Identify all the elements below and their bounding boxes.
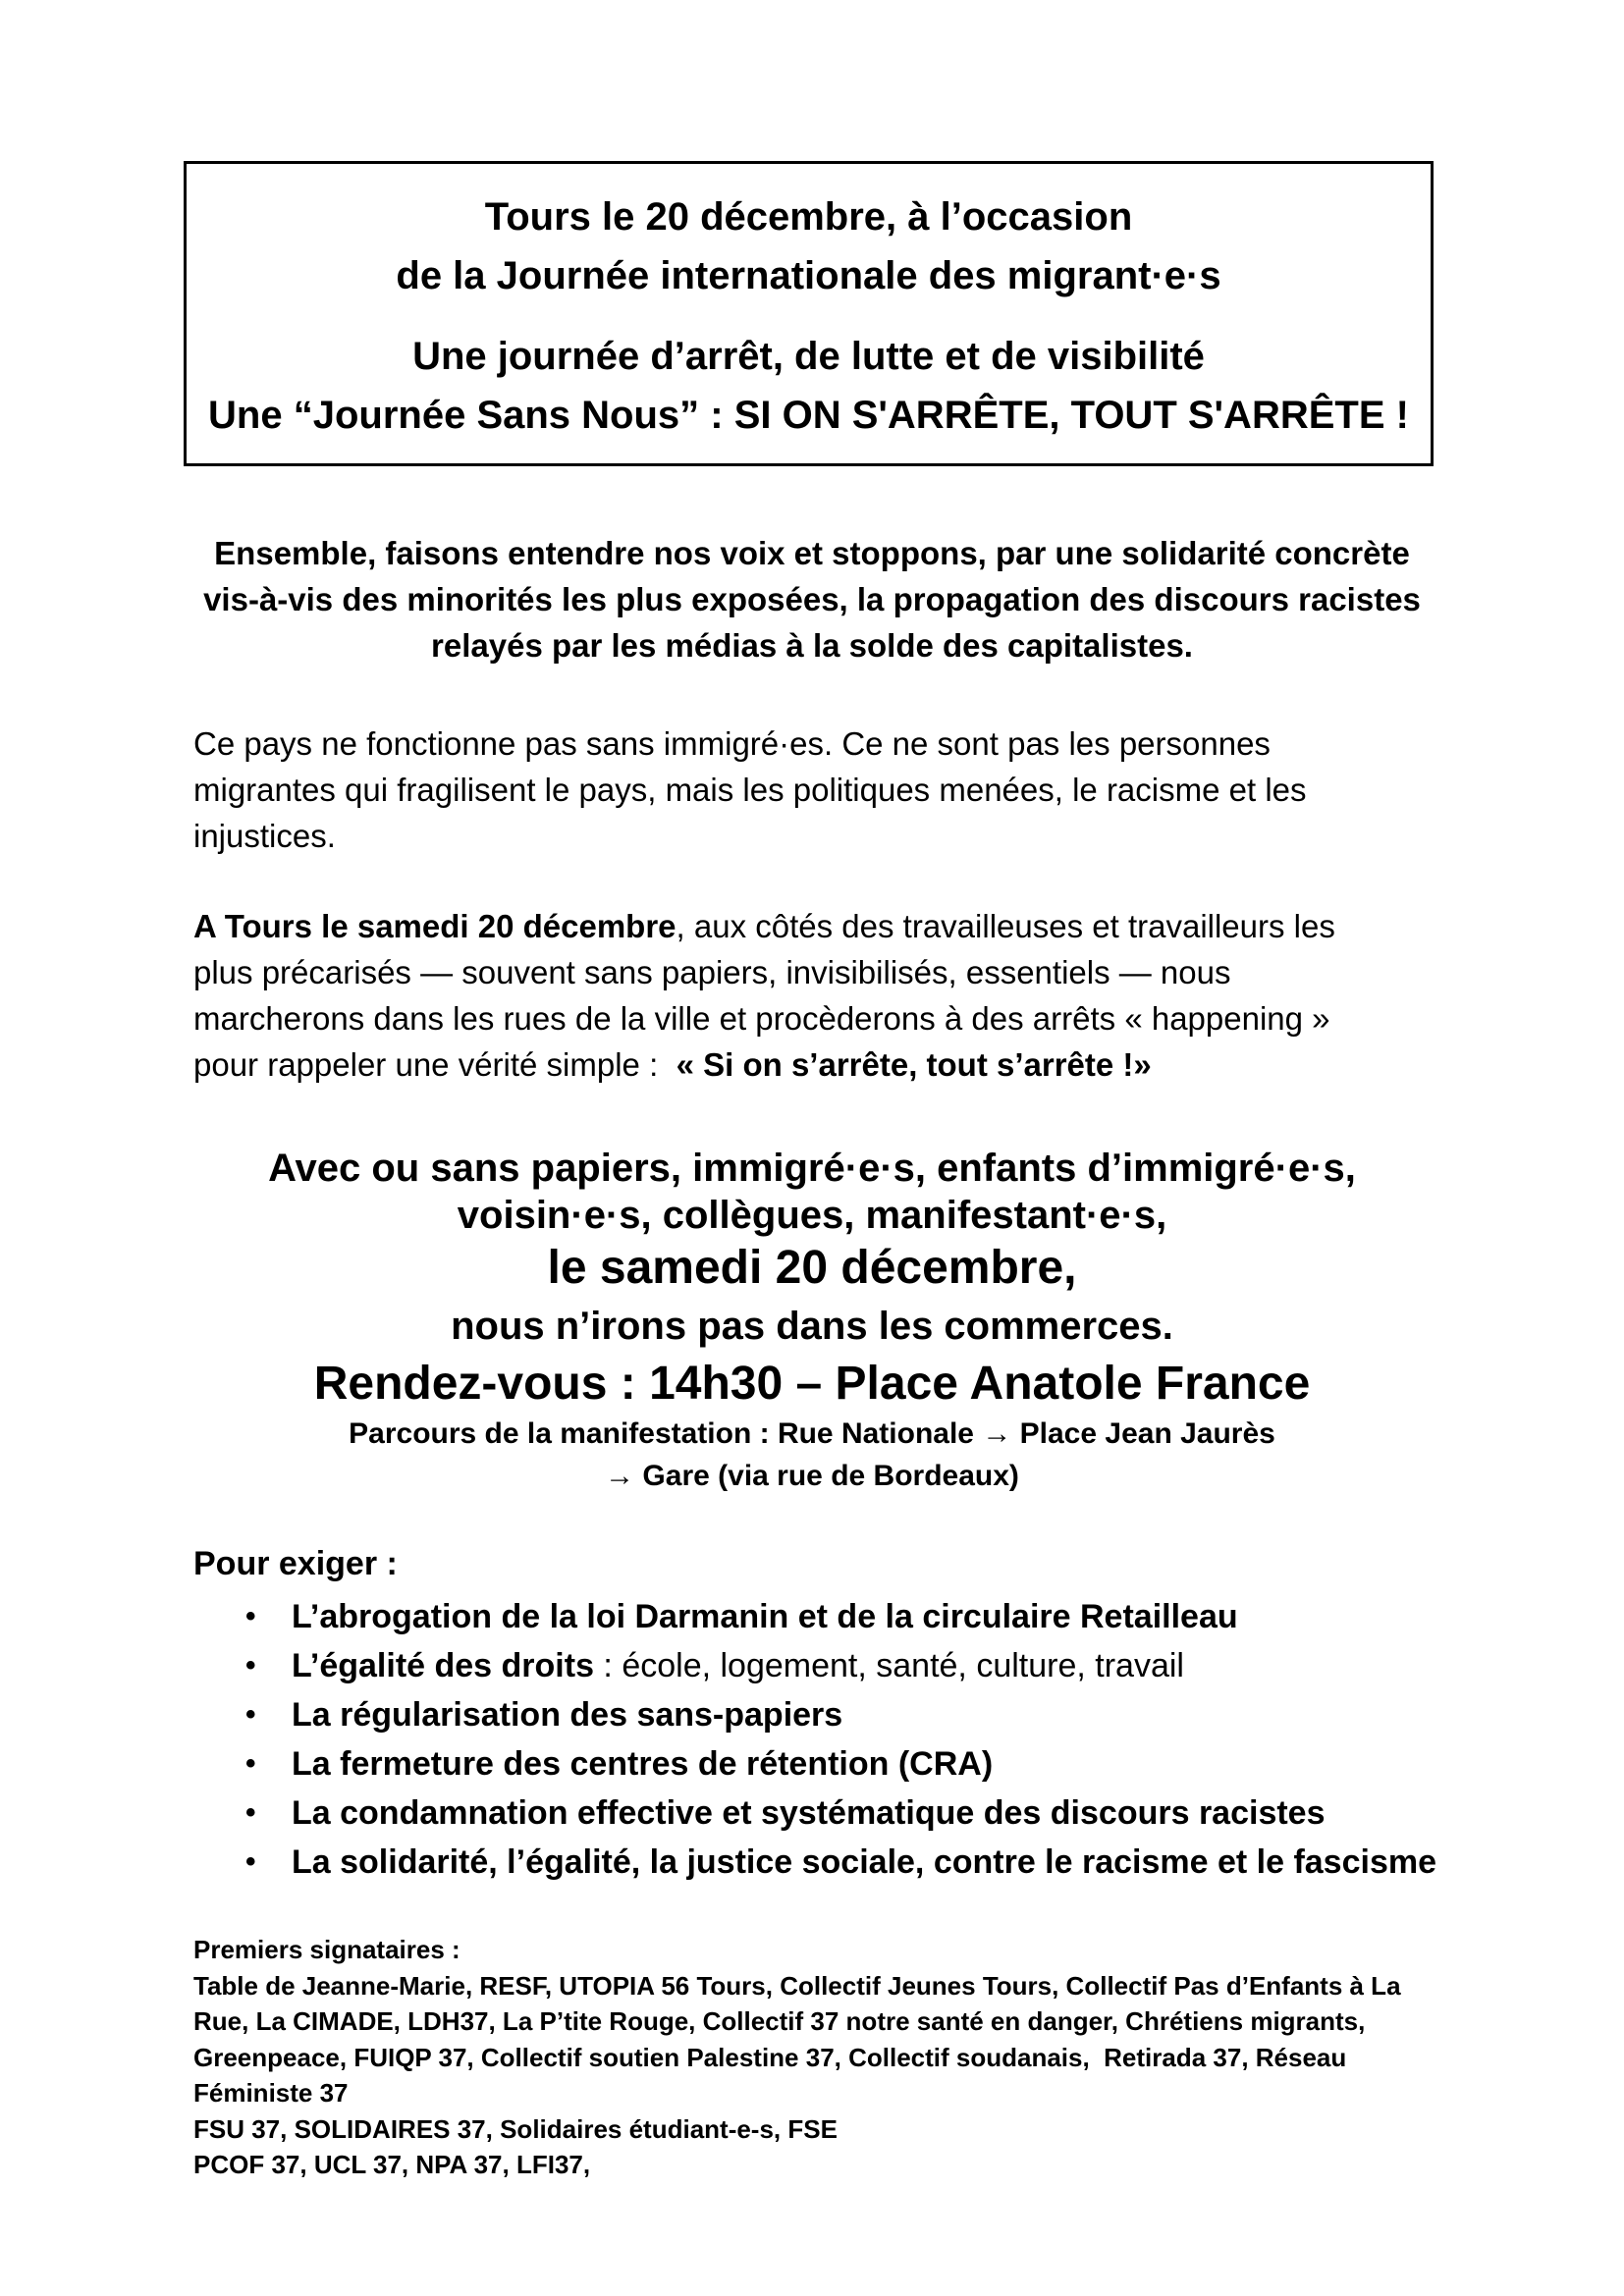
bullet-text-bold: La régularisation des sans-papiers <box>292 1696 843 1734</box>
signatories-line-2: Rue, La CIMADE, LDH37, La P’tite Rouge, Collectif 37 notre santé en danger, Chrétiens migrants, <box>193 2006 1366 2036</box>
call-line-3: nous n’irons pas dans les commerces. <box>451 1305 1173 1348</box>
bullet-item <box>193 1592 1450 1641</box>
signatories-line-3: Greenpeace, FUIQP 37, Collectif soutien Palestine 37, Collectif soudanais, Retirada 37, Réseau <box>193 2042 1347 2072</box>
tours-line-1-bold: A Tours le samedi 20 décembre <box>193 908 677 944</box>
signatories-section <box>193 1932 1450 2183</box>
intro-line-1: Ensemble, faisons entendre nos voix et stoppons, par une solidarité concrète <box>214 535 1410 571</box>
title-box <box>184 161 1434 466</box>
bullet-text <box>292 1794 1326 1832</box>
call-line-2: voisin·e·s, collègues, manifestant·e·s, <box>457 1194 1167 1237</box>
call-to-action <box>193 1145 1431 1497</box>
bullet-dot-icon: • <box>245 1845 256 1878</box>
route-line-2: → Gare (via rue de Bordeaux) <box>605 1460 1019 1492</box>
bullet-text-bold: L’abrogation de la loi Darmanin et de la circulaire Retailleau <box>292 1598 1238 1635</box>
intro-line-2: vis-à-vis des minorités les plus exposées, la propagation des discours racistes <box>203 581 1421 617</box>
bullet-dot-icon: • <box>245 1796 256 1829</box>
tours-line-2: plus précarisés — souvent sans papiers, invisibilisés, essentiels — nous <box>193 954 1231 990</box>
call-line-1: Avec ou sans papiers, immigré·e·s, enfants d’immigré·e·s, <box>268 1147 1356 1190</box>
bullet-text-bold: La fermeture des centres de rétention (CRA) <box>292 1745 994 1783</box>
signatories-line-5: FSU 37, SOLIDAIRES 37, Solidaires étudiant-e-s, FSE <box>193 2113 838 2144</box>
pays-line-1: Ce pays ne fonctionne pas sans immigré·es. Ce ne sont pas les personnes <box>193 725 1271 762</box>
pays-line-2: migrantes qui fragilisent le pays, mais les politiques menées, le racisme et les <box>193 772 1307 808</box>
signatories-line-4: Féministe 37 <box>193 2078 349 2108</box>
intro-paragraph <box>193 530 1431 668</box>
bullet-dot-icon: • <box>245 1600 256 1632</box>
paragraph-ce-pays <box>193 721 1450 859</box>
rendezvous-line: Rendez-vous : 14h30 – Place Anatole France <box>313 1358 1311 1410</box>
bullet-text <box>292 1598 1238 1635</box>
tours-line-3: marcherons dans les rues de la ville et procèderons à des arrêts « happening » <box>193 1000 1330 1037</box>
bullet-text <box>292 1843 1436 1881</box>
title-line-3: Une journée d’arrêt, de lutte et de visibilité <box>412 335 1205 378</box>
tours-line-1-rest: , aux côtés des travailleuses et travailleurs les <box>676 908 1335 944</box>
tours-line-4-bold: « Si on s’arrête, tout s’arrête !» <box>676 1046 1152 1083</box>
bullet-item <box>193 1690 1450 1739</box>
tours-line-4-lead: pour rappeler une vérité simple : <box>193 1046 677 1083</box>
route-line-1: Parcours de la manifestation : Rue Nationale → Place Jean Jaurès <box>349 1417 1275 1450</box>
bullet-item <box>193 1739 1450 1789</box>
tours-line-1 <box>193 903 1450 949</box>
title-box-paragraph-1 <box>187 187 1431 305</box>
intro-line-3: relayés par les médias à la solde des capitalistes. <box>431 627 1193 664</box>
call-date-line: le samedi 20 décembre, <box>547 1242 1077 1294</box>
signatories-heading: Premiers signataires : <box>193 1935 460 1964</box>
title-line-4: Une “Journée Sans Nous” : SI ON S'ARRÊTE, TOUT S'ARRÊTE ! <box>208 394 1409 437</box>
paragraph-a-tours <box>193 903 1450 1088</box>
title-line-1: Tours le 20 décembre, à l’occasion <box>484 195 1133 239</box>
signatories-line-6: PCOF 37, UCL 37, NPA 37, LFI37, <box>193 2150 591 2179</box>
bullet-text-bold: L’égalité des droits <box>292 1647 594 1684</box>
demands-section <box>193 1539 1450 1887</box>
bullet-text-bold: La condamnation effective et systématique des discours racistes <box>292 1794 1326 1832</box>
bullet-item <box>193 1641 1450 1690</box>
bullet-text <box>292 1745 993 1783</box>
bullet-text-bold: La solidarité, l’égalité, la justice sociale, contre le racisme et le fascisme <box>292 1843 1436 1881</box>
title-box-paragraph-2 <box>187 327 1431 445</box>
bullet-dot-icon: • <box>245 1747 256 1780</box>
bullet-item <box>193 1838 1450 1887</box>
bullet-dot-icon: • <box>245 1698 256 1731</box>
bullet-text <box>292 1647 1184 1684</box>
bullet-text-rest: : école, logement, santé, culture, travail <box>593 1647 1184 1684</box>
title-line-2: de la Journée internationale des migrant·e·s <box>396 254 1221 297</box>
demands-heading: Pour exiger : <box>193 1545 398 1582</box>
signatories-line-1: Table de Jeanne-Marie, RESF, UTOPIA 56 Tours, Collectif Jeunes Tours, Collectif Pas d’Enfants à La <box>193 1970 1401 2001</box>
bullet-item <box>193 1789 1450 1838</box>
demands-bullet-list <box>193 1592 1450 1887</box>
pays-line-3: injustices. <box>193 818 336 854</box>
tours-line-4 <box>193 1041 1450 1088</box>
bullet-text <box>292 1696 842 1734</box>
bullet-dot-icon: • <box>245 1649 256 1682</box>
